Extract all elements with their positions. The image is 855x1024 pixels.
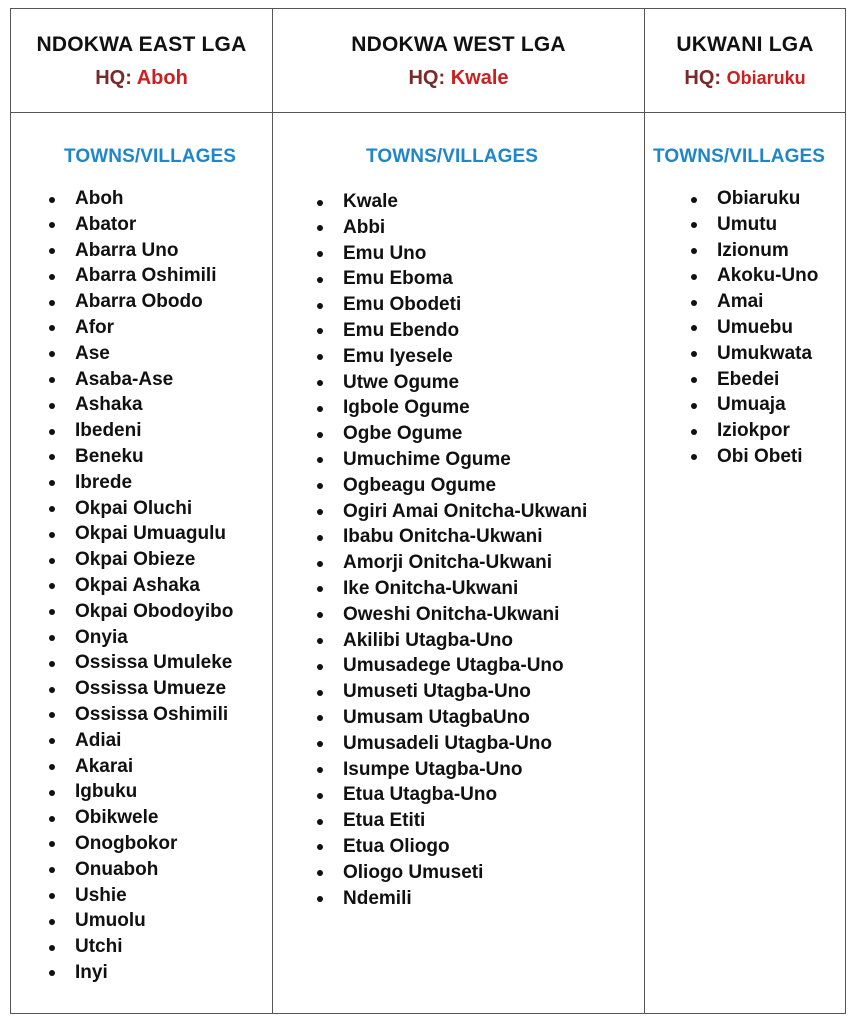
town-item: Ibabu Onitcha-Ukwani (317, 524, 587, 550)
town-item: Ushie (49, 883, 233, 909)
town-item: Beneku (49, 444, 233, 470)
town-item: Abator (49, 212, 233, 238)
town-item: Izionum (691, 238, 818, 264)
town-item: Ogbe Ogume (317, 421, 587, 447)
town-item: Onuaboh (49, 857, 233, 883)
town-item: Emu Eboma (317, 266, 587, 292)
towns-subheading: TOWNS/VILLAGES (653, 146, 826, 167)
town-item: Emu Iyesele (317, 344, 587, 370)
hq-label: HQ: (95, 67, 132, 89)
town-item: Ogbeagu Ogume (317, 473, 587, 499)
town-item: Abarra Oshimili (49, 263, 233, 289)
lga-towns-table (10, 8, 846, 1014)
town-item: Ossissa Umuleke (49, 650, 233, 676)
town-item: Amorji Onitcha-Ukwani (317, 550, 587, 576)
town-item: Aboh (49, 186, 233, 212)
town-item: Umusadege Utagba-Uno (317, 653, 587, 679)
town-item: Umusam UtagbaUno (317, 705, 587, 731)
town-item: Umusadeli Utagba-Uno (317, 731, 587, 757)
column-ukwani (645, 9, 845, 1013)
town-item: Abbi (317, 215, 587, 241)
town-item: Obikwele (49, 805, 233, 831)
town-item: Ogiri Amai Onitcha-Ukwani (317, 499, 587, 525)
town-item: Ossissa Oshimili (49, 702, 233, 728)
town-item: Ibedeni (49, 418, 233, 444)
hq-line (273, 67, 644, 90)
town-item: Akilibi Utagba-Uno (317, 628, 587, 654)
town-item: Okpai Obodoyibo (49, 599, 233, 625)
town-item: Umukwata (691, 341, 818, 367)
town-item: Adiai (49, 728, 233, 754)
town-item: Ashaka (49, 392, 233, 418)
towns-list (317, 189, 587, 911)
town-item: Utwe Ogume (317, 370, 587, 396)
town-item: Oliogo Umuseti (317, 860, 587, 886)
town-item: Kwale (317, 189, 587, 215)
towns-subheading: TOWNS/VILLAGES (64, 146, 237, 167)
town-item: Umuaja (691, 392, 818, 418)
town-item: Ibrede (49, 470, 233, 496)
town-item: Umuebu (691, 315, 818, 341)
hq-value: Obiaruku (726, 68, 806, 88)
town-item: Ossissa Umueze (49, 676, 233, 702)
column-ndokwa-east (11, 9, 273, 1013)
town-item: Abarra Uno (49, 238, 233, 264)
town-item: Okpai Ashaka (49, 573, 233, 599)
column-ndokwa-west (273, 9, 645, 1013)
towns-subheading: TOWNS/VILLAGES (366, 146, 539, 167)
town-item: Onyia (49, 625, 233, 651)
town-item: Emu Uno (317, 241, 587, 267)
town-item: Ebedei (691, 367, 818, 393)
town-item: Igbole Ogume (317, 395, 587, 421)
column-header (273, 9, 644, 113)
town-item: Umuchime Ogume (317, 447, 587, 473)
town-item: Umutu (691, 212, 818, 238)
hq-value: Kwale (450, 67, 509, 89)
town-item: Ndemili (317, 886, 587, 912)
town-item: Emu Obodeti (317, 292, 587, 318)
towns-list (49, 186, 233, 986)
town-item: Okpai Umuagulu (49, 521, 233, 547)
town-item: Ase (49, 341, 233, 367)
town-item: Etua Etiti (317, 808, 587, 834)
town-item: Obi Obeti (691, 444, 818, 470)
lga-name: NDOKWA EAST LGA (36, 33, 247, 56)
lga-name: NDOKWA WEST LGA (351, 33, 566, 56)
town-item: Oweshi Onitcha-Ukwani (317, 602, 587, 628)
town-item: Akarai (49, 754, 233, 780)
column-header (11, 9, 272, 113)
towns-list (691, 186, 818, 470)
town-item: Etua Utagba-Uno (317, 782, 587, 808)
town-item: Inyi (49, 960, 233, 986)
town-item: Etua Oliogo (317, 834, 587, 860)
hq-line (645, 67, 845, 90)
town-item: Akoku-Uno (691, 263, 818, 289)
town-item: Asaba-Ase (49, 367, 233, 393)
town-item: Okpai Obieze (49, 547, 233, 573)
town-item: Iziokpor (691, 418, 818, 444)
town-item: Isumpe Utagba-Uno (317, 757, 587, 783)
town-item: Ike Onitcha-Ukwani (317, 576, 587, 602)
town-item: Okpai Oluchi (49, 496, 233, 522)
hq-value: Aboh (136, 67, 188, 89)
hq-label: HQ: (408, 67, 446, 89)
town-item: Umuolu (49, 908, 233, 934)
hq-label: HQ: (684, 67, 722, 89)
town-item: Afor (49, 315, 233, 341)
town-item: Obiaruku (691, 186, 818, 212)
town-item: Umuseti Utagba-Uno (317, 679, 587, 705)
town-item: Abarra Obodo (49, 289, 233, 315)
column-header (645, 9, 845, 113)
hq-line (11, 67, 272, 90)
town-item: Emu Ebendo (317, 318, 587, 344)
lga-name: UKWANI LGA (676, 33, 814, 56)
town-item: Igbuku (49, 779, 233, 805)
town-item: Onogbokor (49, 831, 233, 857)
town-item: Utchi (49, 934, 233, 960)
town-item: Amai (691, 289, 818, 315)
